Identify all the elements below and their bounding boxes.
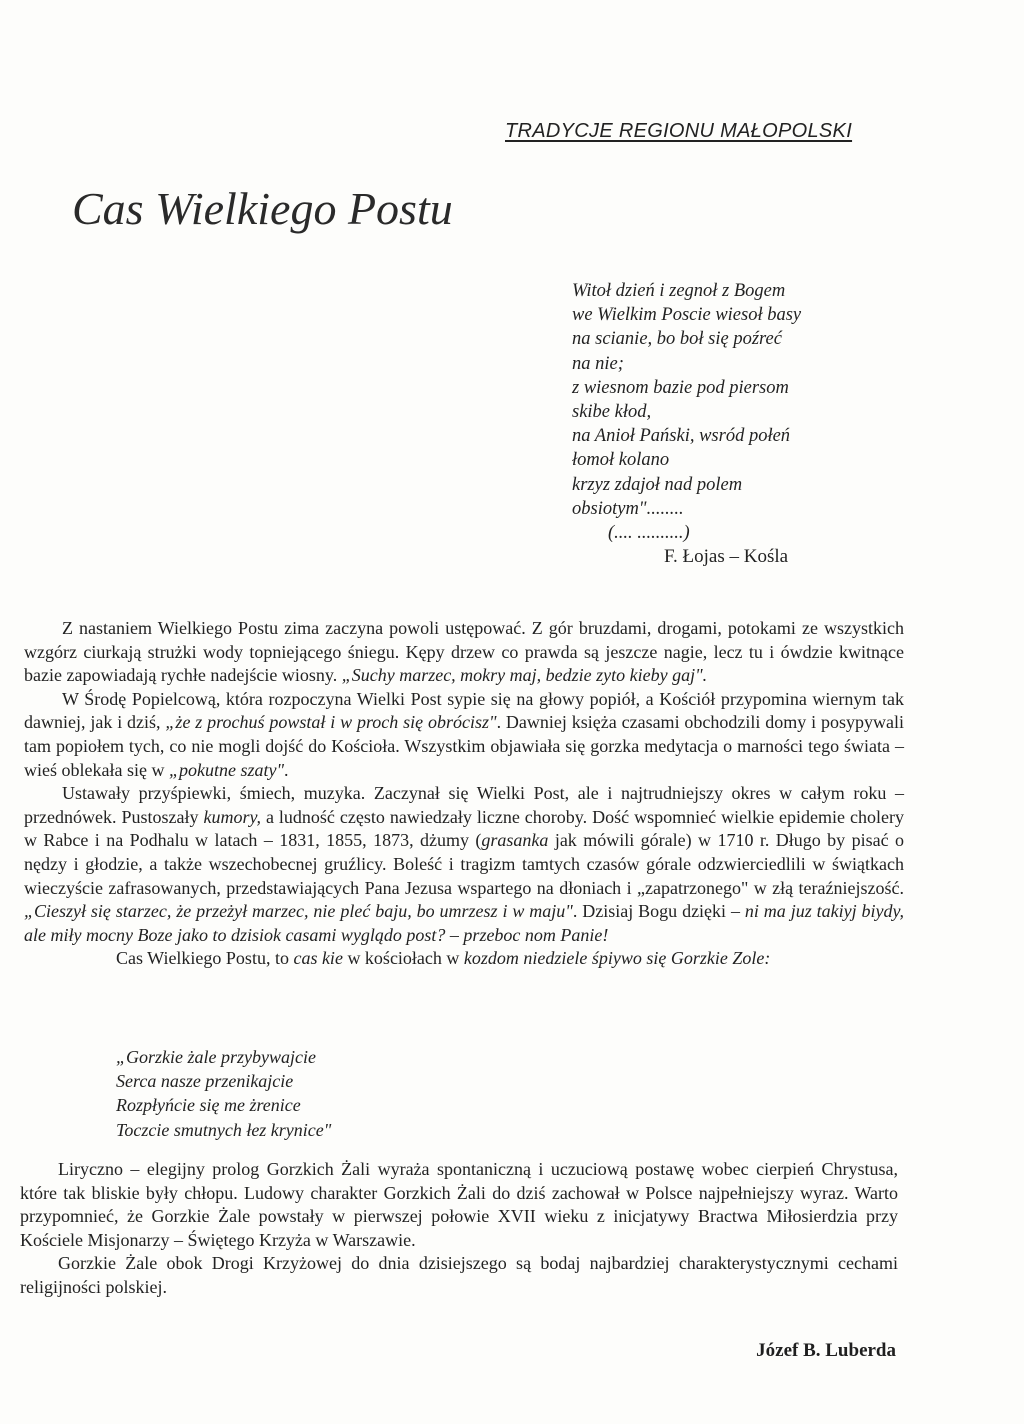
hymn-line: Toczcie smutnych łez krynice"	[116, 1119, 332, 1140]
dialect-term: grasanka	[481, 830, 549, 851]
poem-line: obsiotym"........	[572, 498, 684, 519]
poem-line: na nie;	[572, 353, 624, 374]
poem-author: F. Łojas – Kośla	[664, 546, 789, 568]
paragraph-text: a ludność często nawiedzały liczne choroby. Dość wspomnieć wielkie epidemie cholery w Rabce i na Podhalu w latach – 1831, 1855, 1873, dżumy (	[24, 806, 904, 851]
page-title: Cas Wielkiego Postu	[72, 183, 453, 234]
quote: „że z prochuś powstał i w proch się obrócisz"	[165, 712, 497, 733]
poem-line: Witoł dzień i zegnoł z Bogem	[572, 281, 786, 301]
poem-line: skibe kłod,	[572, 402, 652, 423]
paragraph-text: Z nastaniem Wielkiego Postu zima zaczyna powoli ustępować. Z gór bruzdami, drogami, potokami ze wszystkich wzgórz ciurkają strużki wody topniejącego śniegu. Kępy drzew co prawda są jeszcze nagie, lecz tu i ówdzie kwitnące bazie zapowiadają rychłe nadejście wiosny.	[24, 618, 904, 686]
paragraph-text: Cas Wielkiego Postu, to	[116, 948, 294, 969]
dialect-quote: kozdom niedziele śpiywo się Gorzkie Zole:	[463, 948, 771, 969]
article-body	[24, 617, 904, 971]
closing-text	[20, 1158, 898, 1300]
paragraph: Liryczno – elegijny prolog Gorzkich Żali wyraża spontaniczną i uczuciową postawę wobec cierpień Chrystusa, które tak bliskie były chłopu. Ludowy charakter Gorzkich Żali do dziś zachował w Polsce najpełniejszy wyraz. Warto przypomnieć, że Gorzkie Żale powstały w pierwszej połowie XVII wieku z inicjatywy Bractwa Miłosierdzia przy Kościele Misjonarzy – Świętego Krzyża w Warszawie.	[20, 1159, 898, 1250]
proverb-quote: „Suchy marzec, mokry maj, bedzie zyto kieby gaj".	[341, 665, 708, 686]
paragraph	[24, 617, 904, 688]
paragraph-text: .	[284, 759, 289, 780]
poem-line: z wiesnom bazie pod piersom	[572, 377, 789, 398]
paragraph-text: Ustawały przyśpiewki, śmiech, muzyka. Zaczynał się Wielki Post, ale i najtrudniejszy okres w całym roku – przednówek. Pustoszały	[24, 783, 904, 827]
paragraph	[24, 947, 904, 971]
hymn-line: „Gorzkie żale przybywajcie	[116, 1047, 316, 1067]
poem-line: krzyz zdajoł nad polem	[572, 474, 743, 495]
hymn-line: Rozpłyńcie się me żrenice	[116, 1095, 301, 1116]
dialect-quote: ni ma juz takiyj biydy, ale miły mocny Boze jako to dzisiok casami wyglądo post? – przeboc nom Panie!	[24, 901, 904, 945]
paragraph	[24, 688, 904, 782]
proverb-quote: „Cieszył się starzec, że przeżył marzec, nie pleć baju, bo umrzesz i w maju"	[24, 901, 573, 922]
quote: „pokutne szaty"	[168, 759, 285, 780]
poem-ellipsis: (.... ..........)	[608, 523, 690, 544]
dialect-term: kumory,	[203, 806, 261, 827]
epigraph-poem	[572, 279, 872, 569]
poem-line: we Wielkim Poscie wiesoł basy	[572, 305, 802, 326]
paragraph-text: . Dawniej księża czasami obchodzili domy i posypywali tam popiołem tych, co nie mogli dojść do Kościoła. Wszystkim objawiała się gorzka medytacja o marności tego świata – wieś oblekała się w	[24, 712, 904, 780]
poem-line: na scianie, bo boł się poźreć	[572, 329, 782, 350]
paragraph-text: w kościołach w	[342, 948, 464, 969]
author-signature: Józef B. Luberda	[756, 1340, 896, 1361]
paragraph	[24, 782, 904, 947]
hymn-line: Serca nasze przenikajcie	[116, 1071, 294, 1092]
dialect-term: cas kie	[293, 948, 343, 969]
hymn-quote	[116, 1045, 516, 1142]
section-header: TRADYCJE REGIONU MAŁOPOLSKI	[505, 120, 853, 142]
paragraph-text: . Dzisiaj Bogu dzięki –	[572, 901, 745, 922]
paragraph: Gorzkie Żale obok Drogi Krzyżowej do dnia dzisiejszego są bodaj najbardziej charakterystycznymi cechami religijności polskiej.	[20, 1253, 898, 1297]
poem-line: łomoł kolano	[572, 450, 670, 471]
paragraph-text: W Środę Popielcową, która rozpoczyna Wielki Post sypie się na głowy popiół, a Kościół przypomina wiernym tak dawniej, jak i dziś,	[24, 688, 904, 733]
poem-line: na Anioł Pański, wsród połeń	[572, 426, 791, 447]
paragraph-text: jak mówili górale) w 1710 r. Długo by pisać o nędzy i głodzie, a także wszechobecnej gruźlicy. Boleść i tragizm tamtych czasów górale odzwierciedlili w świątkach wieczyście zafrasowanych, przedstawiających Pana Jezusa wspartego na dłoniach i „zapatrzonego" w złą teraźniejszość.	[24, 830, 904, 898]
